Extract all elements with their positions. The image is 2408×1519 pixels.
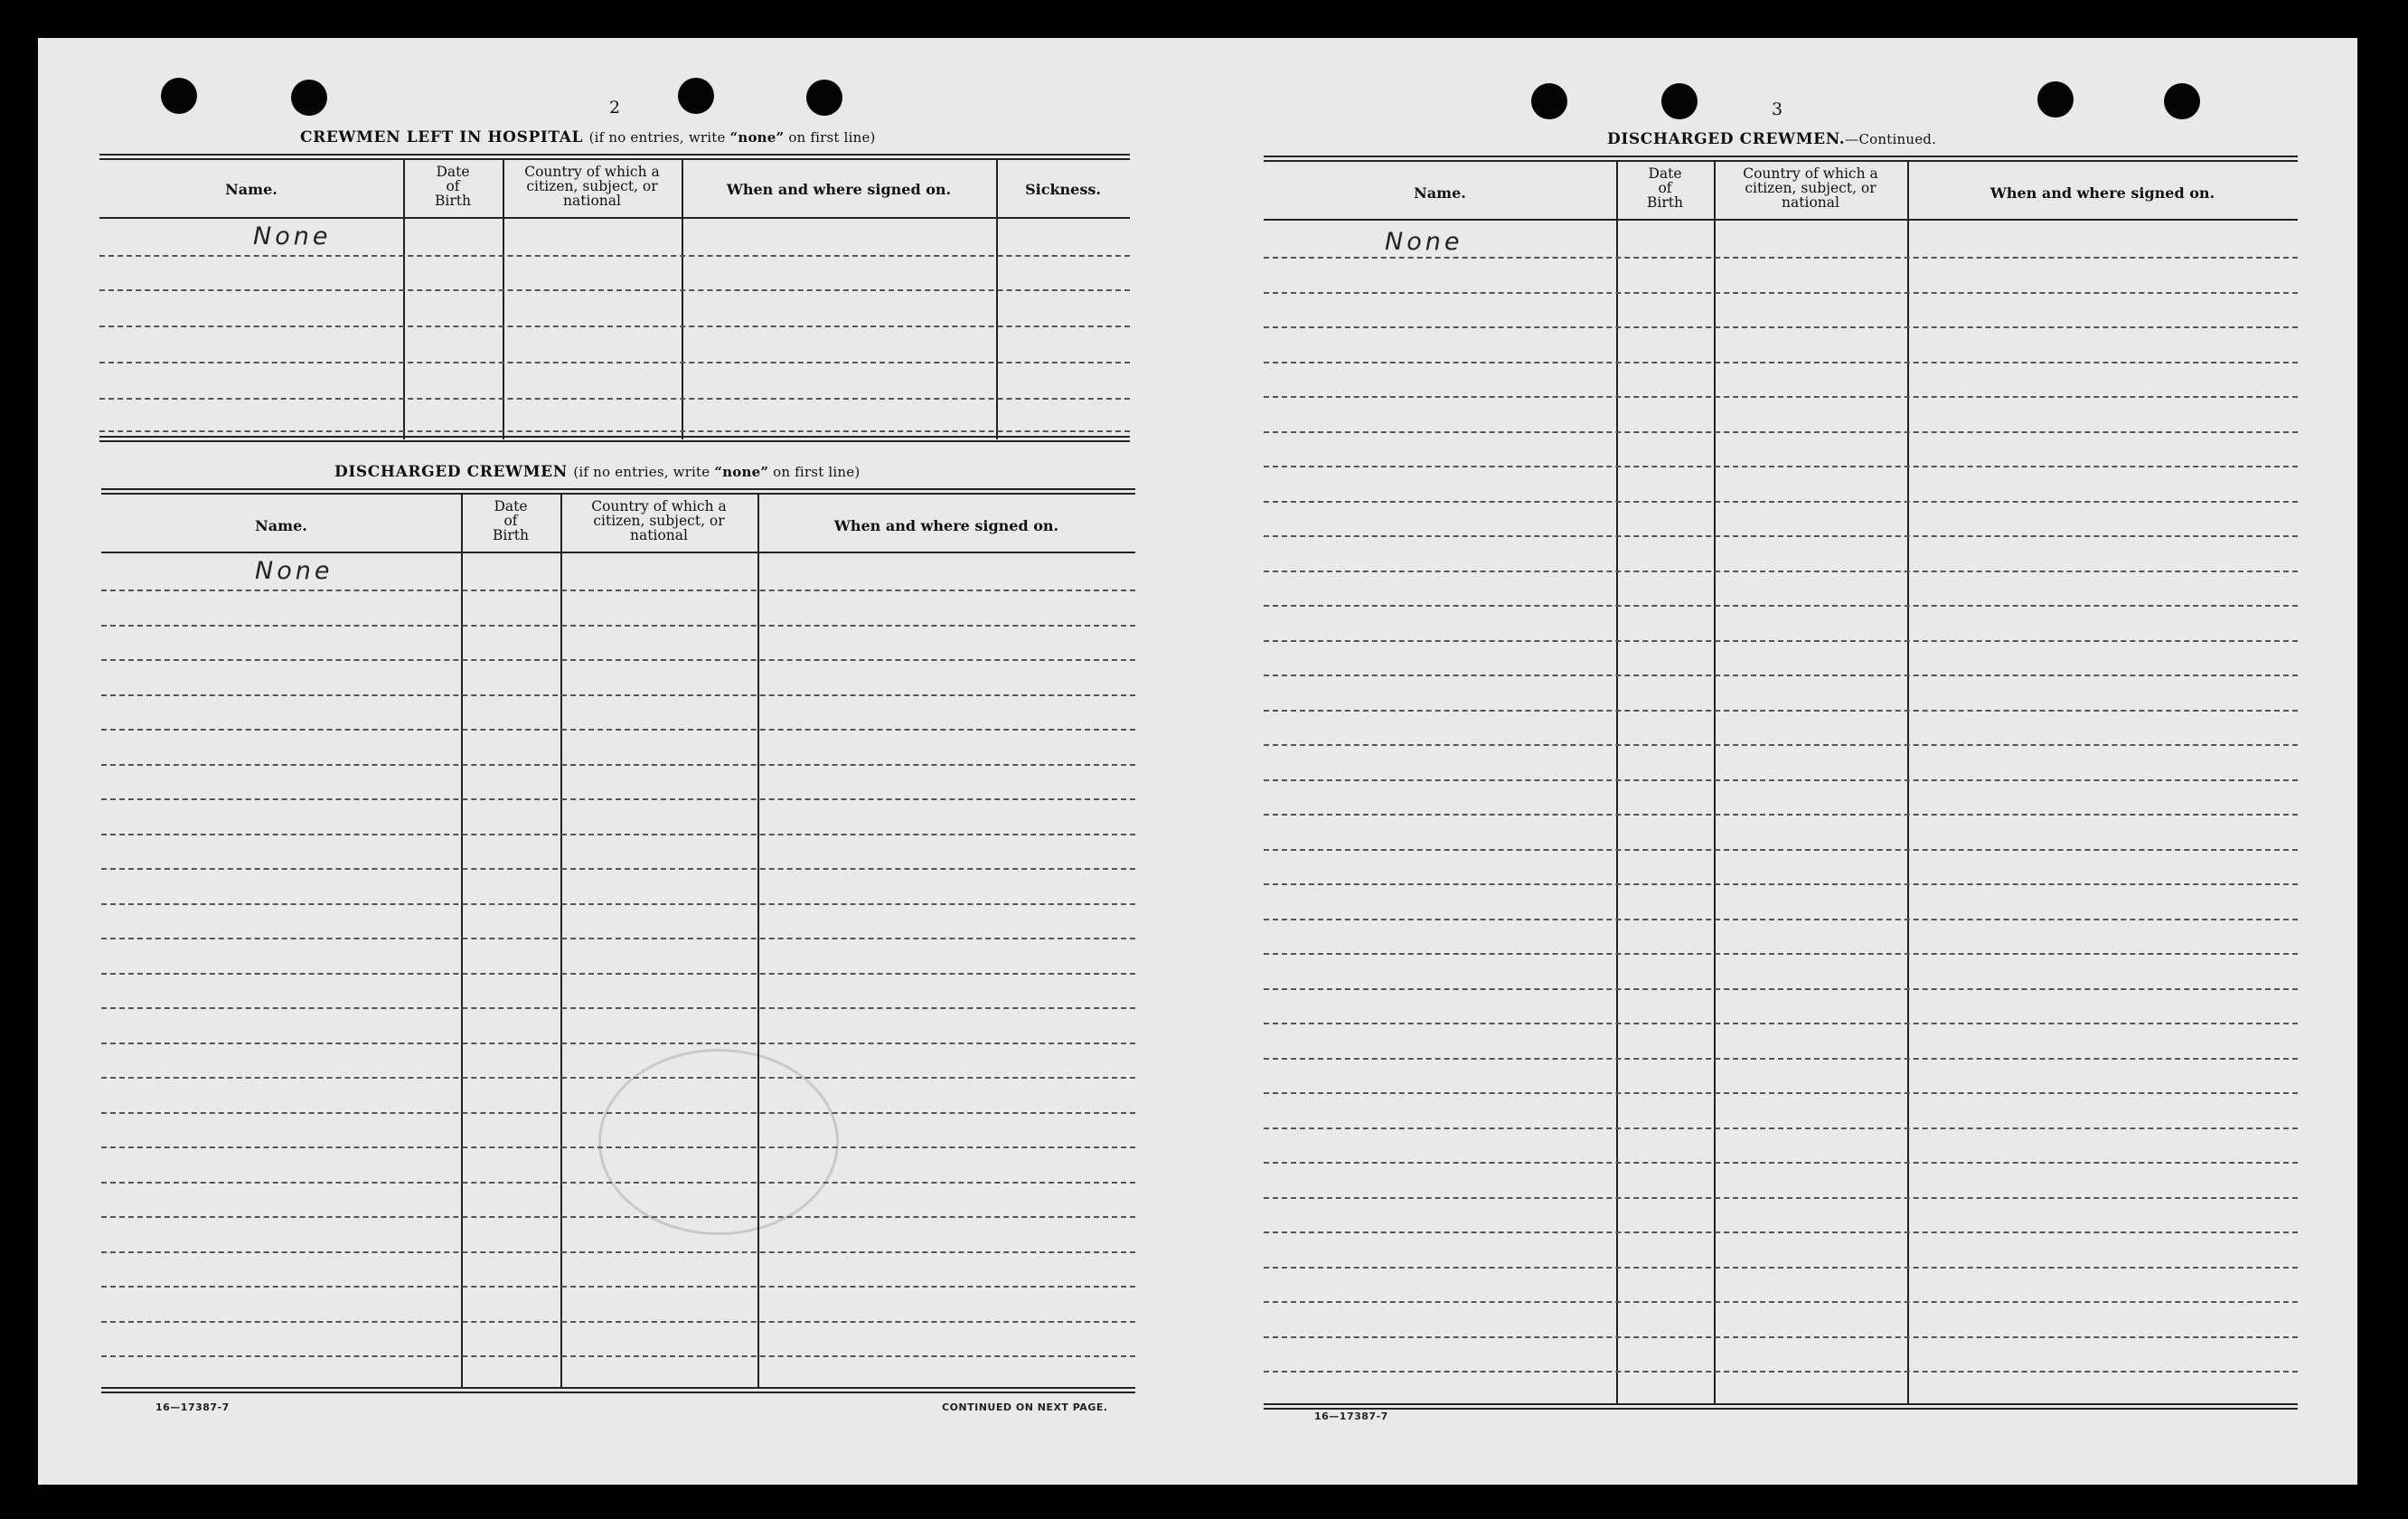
ruled-line — [1264, 1197, 2298, 1199]
ruled-line — [101, 1077, 1135, 1079]
column-header-name: Name. — [255, 517, 307, 534]
ruled-line — [1264, 710, 2298, 712]
ruled-line — [1264, 1371, 2298, 1373]
ruled-line — [101, 1216, 1135, 1218]
ruled-line — [101, 1321, 1135, 1323]
ruled-line — [1264, 362, 2298, 363]
header-line: Country of which a — [524, 164, 660, 180]
handwritten-entry: None — [1385, 228, 1463, 256]
section-title-suffix: —Continued. — [1845, 131, 1937, 147]
ruled-line — [101, 798, 1135, 800]
section-note: on first line) — [784, 129, 876, 146]
ruled-line — [101, 834, 1135, 835]
ruled-line — [1264, 571, 2298, 572]
punch-hole — [161, 78, 197, 114]
column-header-name: Name. — [1414, 184, 1466, 202]
header-line: citizen, subject, or — [1745, 180, 1877, 196]
section-note: on first line) — [768, 464, 861, 480]
column-header-country — [1714, 166, 1907, 210]
header-line: Birth — [1647, 194, 1683, 211]
section-note: (if no entries, write — [588, 129, 730, 146]
ruled-line — [1264, 257, 2298, 259]
header-line: Date — [494, 498, 528, 514]
ruled-line — [1264, 396, 2298, 398]
column-header-signed-on: When and where signed on. — [1989, 184, 2215, 202]
discharged-section-title — [334, 463, 860, 481]
punch-hole — [806, 80, 842, 116]
ruled-line — [1264, 744, 2298, 746]
ruled-line — [101, 625, 1135, 627]
hospital-section-title — [300, 128, 876, 146]
ruled-line — [101, 903, 1135, 905]
ruled-line — [101, 868, 1135, 870]
ruled-line — [1264, 1162, 2298, 1164]
page-number: 2 — [609, 98, 621, 118]
section-note: (if no entries, write — [573, 464, 715, 480]
ruled-line — [1264, 640, 2298, 642]
ruled-line — [101, 590, 1135, 591]
punch-hole — [1661, 83, 1698, 119]
handwritten-entry: None — [253, 222, 332, 250]
ruled-line — [1264, 1023, 2298, 1024]
handwritten-entry: None — [255, 557, 334, 585]
ruled-line — [101, 1251, 1135, 1253]
column-header-signed-on: When and where signed on. — [726, 181, 952, 198]
header-line: of — [503, 513, 518, 529]
header-line: Country of which a — [591, 498, 727, 514]
ruled-line — [101, 764, 1135, 766]
ruled-line — [101, 938, 1135, 939]
ruled-line — [1264, 1336, 2298, 1338]
section-title-text: CREWMEN LEFT IN HOSPITAL — [300, 128, 584, 146]
ruled-line — [1264, 779, 2298, 781]
ruled-line — [101, 1007, 1135, 1009]
header-line: citizen, subject, or — [526, 178, 658, 194]
column-header-country — [560, 499, 757, 542]
discharged-table — [101, 488, 1135, 1438]
ruled-line — [101, 1182, 1135, 1184]
header-line: citizen, subject, or — [593, 513, 725, 529]
punch-hole — [678, 78, 714, 114]
ruled-line — [1264, 501, 2298, 503]
section-title-text: DISCHARGED CREWMEN. — [1607, 130, 1846, 148]
punch-hole — [2037, 81, 2074, 118]
ruled-line — [1264, 431, 2298, 433]
ruled-line — [101, 659, 1135, 661]
ruled-line — [1264, 605, 2298, 607]
punch-hole — [2164, 83, 2200, 119]
header-line: of — [1658, 180, 1672, 196]
ruled-line — [1264, 466, 2298, 467]
column-header-sickness: Sickness. — [1025, 181, 1101, 198]
ruled-line — [101, 1355, 1135, 1357]
ruled-line — [1264, 1127, 2298, 1129]
header-line: Birth — [435, 193, 471, 209]
ruled-line — [1264, 953, 2298, 955]
ruled-line — [1264, 535, 2298, 537]
header-line: of — [446, 178, 460, 194]
continued-note: CONTINUED ON NEXT PAGE. — [942, 1401, 1108, 1413]
ruled-line — [1264, 1058, 2298, 1060]
header-line: national — [563, 193, 621, 209]
ruled-line — [101, 1112, 1135, 1114]
header-line: Country of which a — [1743, 165, 1878, 182]
ruled-line — [1264, 1092, 2298, 1094]
column-header-dob — [1616, 166, 1714, 210]
form-number: 16—17387-7 — [1314, 1410, 1388, 1422]
column-header-country — [503, 165, 682, 208]
ruled-line — [101, 1146, 1135, 1148]
column-header-signed-on: When and where signed on. — [833, 517, 1059, 534]
ruled-line — [101, 973, 1135, 975]
ruled-line — [1264, 919, 2298, 920]
ruled-line — [101, 1286, 1135, 1288]
ruled-line — [1264, 1267, 2298, 1269]
discharged-continued-title — [1607, 130, 1936, 148]
ruled-line — [1264, 814, 2298, 816]
header-line: national — [630, 527, 688, 543]
ruled-line — [1264, 292, 2298, 294]
ruled-line — [1264, 326, 2298, 328]
column-header-dob — [461, 499, 560, 542]
page-number: 3 — [1772, 99, 1783, 119]
section-note-word: “none” — [714, 464, 769, 480]
ruled-line — [1264, 988, 2298, 990]
header-line: Birth — [493, 527, 529, 543]
column-header-dob — [403, 165, 503, 208]
section-note-word: “none” — [729, 129, 785, 146]
hospital-table — [99, 154, 1130, 461]
ruled-line — [1264, 1301, 2298, 1303]
form-number: 16—17387-7 — [155, 1401, 230, 1413]
ruled-line — [1264, 849, 2298, 851]
header-line: Date — [1648, 165, 1682, 182]
document-scan — [38, 38, 2357, 1485]
ruled-line — [1264, 1231, 2298, 1233]
section-title-text: DISCHARGED CREWMEN — [334, 463, 568, 481]
column-header-name: Name. — [225, 181, 277, 198]
ruled-line — [101, 694, 1135, 696]
punch-hole — [291, 80, 327, 116]
discharged-continued-table — [1264, 156, 2298, 1458]
header-line: Date — [436, 164, 470, 180]
ruled-line — [1264, 883, 2298, 885]
header-line: national — [1782, 194, 1839, 211]
punch-hole — [1531, 83, 1567, 119]
ruled-line — [1264, 675, 2298, 676]
ruled-line — [101, 729, 1135, 731]
ruled-line — [101, 1043, 1135, 1044]
